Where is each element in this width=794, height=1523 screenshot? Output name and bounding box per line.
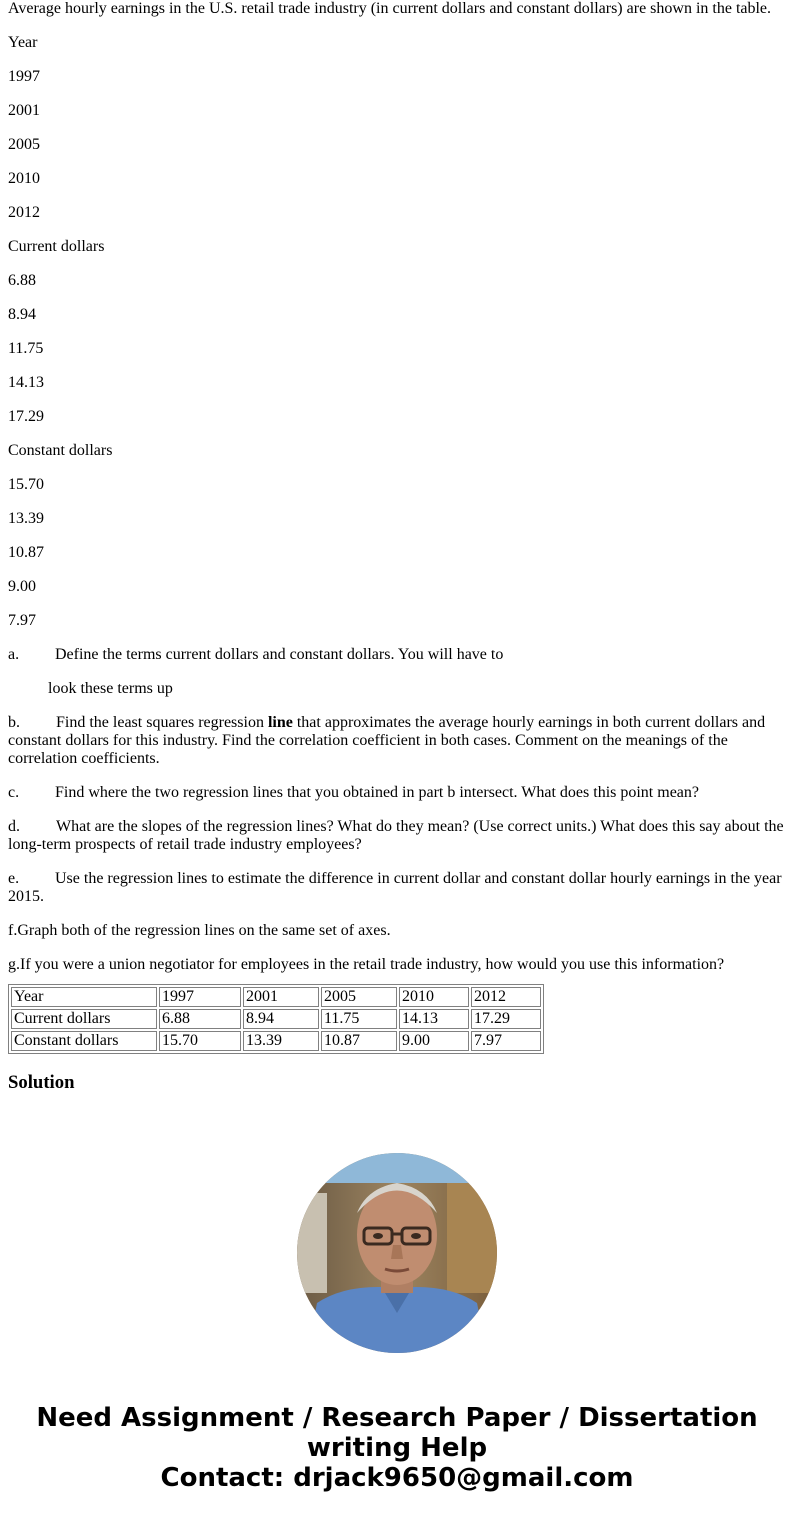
table-cell: 13.39: [243, 1031, 319, 1051]
question-d: [8, 818, 786, 854]
question-b: [8, 714, 786, 768]
flat-line: Year: [8, 34, 38, 51]
flat-line: 15.70: [8, 476, 44, 493]
flat-line: Current dollars: [8, 238, 105, 255]
flat-line: 13.39: [8, 510, 44, 527]
table-cell: 7.97: [471, 1031, 541, 1051]
intro-text: Average hourly earnings in the U.S. retail trade industry (in current dollars and constant dollars) are shown in the table.: [8, 0, 772, 17]
solution-heading: Solution: [8, 1072, 75, 1093]
flat-line: 7.97: [8, 612, 36, 629]
flat-line: 2010: [8, 170, 40, 187]
table-row: [11, 987, 541, 1007]
table-cell: 9.00: [399, 1031, 469, 1051]
table-cell: 2010: [399, 987, 469, 1007]
question-e-label: e.: [8, 870, 20, 887]
question-a-label: a.: [8, 646, 20, 663]
question-a-continued: [8, 672, 786, 706]
flat-line: 2012: [8, 204, 40, 221]
question-g: g.If you were a union negotiator for employees in the retail trade industry, how would you use this information?: [8, 956, 725, 973]
question-c-label: c.: [8, 784, 20, 801]
question-a-cont-text: look these terms up: [48, 680, 173, 697]
table-row: [11, 1031, 541, 1051]
table-cell: 2005: [321, 987, 397, 1007]
author-avatar: [297, 1153, 497, 1353]
table-cell: 10.87: [321, 1031, 397, 1051]
table-cell: Constant dollars: [11, 1031, 157, 1051]
flat-line: 9.00: [8, 578, 36, 595]
flat-line: 1997: [8, 68, 40, 85]
flat-line: 2005: [8, 136, 40, 153]
question-b-pre: Find the least squares regression: [56, 714, 268, 731]
table-cell: 6.88: [159, 1009, 241, 1029]
flat-line: 6.88: [8, 272, 36, 289]
flat-table-lines: [8, 26, 786, 638]
flat-line: 14.13: [8, 374, 44, 391]
table-cell: 17.29: [471, 1009, 541, 1029]
question-a-text: Define the terms current dollars and constant dollars. You will have to: [55, 646, 504, 663]
footer-contact: Contact: drjack9650@gmail.com: [160, 1463, 634, 1493]
footer-promo: [0, 1403, 794, 1493]
question-b-post: that approximates the average hourly earnings in both current dollars and constant dollars for this industry. Find the correlation coefficient in both cases. Comment on the meanings of the correlation coefficients.: [8, 714, 766, 767]
flat-line: 17.29: [8, 408, 44, 425]
table-cell: 8.94: [243, 1009, 319, 1029]
question-d-text: What are the slopes of the regression lines? What do they mean? (Use correct units.) What does this say about the long-term prospects of retail trade industry employees?: [8, 818, 784, 853]
table-cell: 15.70: [159, 1031, 241, 1051]
table-cell: 11.75: [321, 1009, 397, 1029]
flat-line: 2001: [8, 102, 40, 119]
question-a: [8, 638, 786, 672]
question-b-bold: line: [267, 714, 293, 731]
earnings-table: [8, 984, 544, 1054]
table-cell: Current dollars: [11, 1009, 157, 1029]
table-cell: 2001: [243, 987, 319, 1007]
footer-line-2: writing Help: [306, 1433, 488, 1463]
table-cell: 2012: [471, 987, 541, 1007]
avatar-image: [297, 1153, 497, 1353]
question-c: [8, 784, 786, 802]
question-e-text: Use the regression lines to estimate the difference in current dollar and constant dollar hourly earnings in the year 2015.: [8, 870, 782, 905]
footer-line-1: Need Assignment / Research Paper / Dissertation: [36, 1403, 758, 1433]
table-cell: 1997: [159, 987, 241, 1007]
question-c-text: Find where the two regression lines that you obtained in part b intersect. What does this point mean?: [55, 784, 699, 801]
flat-line: 8.94: [8, 306, 36, 323]
flat-line: 11.75: [8, 340, 44, 357]
table-cell: 14.13: [399, 1009, 469, 1029]
question-f: f.Graph both of the regression lines on the same set of axes.: [8, 922, 391, 939]
question-e: [8, 870, 786, 906]
table-row: [11, 1009, 541, 1029]
table-cell: Year: [11, 987, 157, 1007]
question-b-label: b.: [8, 714, 20, 731]
flat-line: 10.87: [8, 544, 44, 561]
question-d-label: d.: [8, 818, 20, 835]
flat-line: Constant dollars: [8, 442, 113, 459]
